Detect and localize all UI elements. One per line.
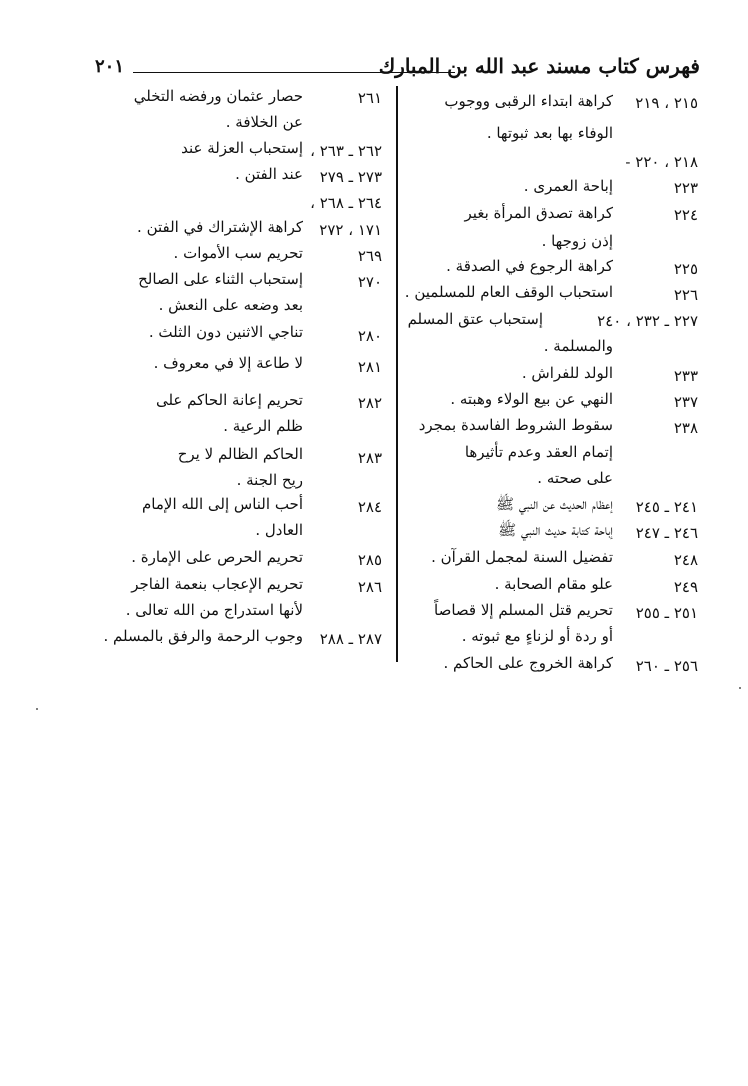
entry-text: أو ردة أو لزناءٍ مع ثبوته . (461, 627, 613, 645)
entry-ref: ٢٢٤ (673, 206, 698, 224)
entry-ref: ١٧١ ، ٢٧٢ (319, 221, 382, 239)
entry-text: بعد وضعه على النعش . (158, 296, 303, 314)
entry-text: الحاكم الظالم لا يرح (177, 445, 303, 463)
entry-ref: ٢٨٠ (357, 327, 382, 345)
entry-text: كراهة تصدق المرأة بغير (464, 204, 613, 222)
entry-ref: ٢٨٢ (357, 394, 382, 412)
entry-ref: ٢٥١ ـ ٢٥٥ (635, 604, 698, 622)
entry-text: وجوب الرحمة والرفق بالمسلم . (103, 627, 303, 645)
entry-ref: ٢٨٦ (357, 578, 382, 596)
entry-text: تناجي الاثنين دون الثلث . (148, 323, 303, 341)
entry-text: الولد للفراش . (521, 364, 613, 382)
entry-text: كراهة الخروج على الحاكم . (443, 654, 613, 672)
entry-ref: ٢٦٩ (357, 247, 382, 265)
entry-text: على صحته . (537, 469, 613, 487)
entry-text: كراهة ابتداء الرقبى ووجوب (444, 92, 613, 110)
entry-ref: ٢٨٥ (357, 551, 382, 569)
entry-ref: ٢٨٣ (357, 449, 382, 467)
entry-ref: ٢٢٥ (673, 260, 698, 278)
entry-ref: ٢٨٤ (357, 498, 382, 516)
entry-text: إستحباب الثناء على الصالح (138, 270, 303, 288)
entry-ref: ٢٢٦ (673, 286, 698, 304)
entry-text: كراهة الرجوع في الصدقة . (446, 257, 613, 275)
entry-text: العادل . (255, 521, 303, 539)
page-title: فهرس كتاب مسند عبد الله بن المبارك (378, 54, 700, 78)
entry-ref: ٢٣٧ (673, 393, 698, 411)
entry-ref: ٢١٨ ، ٢٢٠ - (625, 153, 698, 171)
entry-text: استحباب الوقف العام للمسلمين . (404, 283, 613, 301)
entry-text: تفضيل السنة لمجمل القرآن . (431, 548, 613, 566)
scan-speck (739, 687, 741, 689)
entry-text: ظلم الرعية . (223, 417, 303, 435)
entry-text: تحريم الإعجاب بنعمة الفاجر (131, 575, 303, 593)
entry-ref: ٢١٥ ، ٢١٩ (635, 94, 698, 112)
entry-text: تحريم قتل المسلم إلا قصاصاً (434, 601, 613, 619)
entry-text: كراهة الإشتراك في الفتن . (137, 218, 303, 236)
entry-text: لأنها استدراج من الله تعالى . (125, 601, 303, 619)
entry-text: أحب الناس إلى الله الإمام (142, 495, 303, 513)
entry-ref: ٢٦٤ ـ ٢٦٨ ، (310, 194, 382, 212)
entry-ref: ٢٢٧ ـ ٢٣٢ ، ٢٤٠ (597, 312, 698, 330)
entry-text: إستحباب العزلة عند (181, 139, 303, 157)
entry-text: النهي عن بيع الولاء وهبته . (450, 390, 613, 408)
entry-text: إستحباب عتق المسلم (407, 310, 543, 328)
entry-text: إعظام الحديث عن النبي ﷺ (495, 495, 613, 513)
entry-ref: ٢٦١ (357, 89, 382, 107)
entry-text: تحريم إعانة الحاكم على (155, 391, 303, 409)
entry-text: إذن زوجها . (541, 232, 613, 250)
entry-text: ريح الجنة . (236, 471, 303, 489)
scan-speck (36, 708, 38, 710)
entry-ref: ٢٧٣ ـ ٢٧٩ (319, 168, 382, 186)
entry-ref: ٢٤٩ (673, 578, 698, 596)
entry-ref: ٢٢٣ (673, 179, 698, 197)
entry-text: حصار عثمان ورفضه التخلي (133, 87, 303, 105)
entry-text: إباحة كتابة حديث النبي ﷺ (498, 521, 613, 539)
entry-ref: ٢٤٦ ـ ٢٤٧ (635, 524, 698, 542)
entry-text: إتمام العقد وعدم تأثيرها (464, 443, 613, 461)
entry-ref: ٢٨٧ ـ ٢٨٨ (319, 630, 382, 648)
entry-text: عند الفتن . (235, 165, 303, 183)
entry-ref: ٢٣٣ (673, 367, 698, 385)
entry-text: عن الخلافة . (225, 113, 303, 131)
entry-text: إباحة العمرى . (523, 177, 613, 195)
entry-ref: ٢٥٦ ـ ٢٦٠ (635, 657, 698, 675)
entry-text: تحريم الحرص على الإمارة . (131, 548, 303, 566)
page-number: ٢٠١ (95, 56, 125, 77)
entry-ref: ٢٣٨ (673, 419, 698, 437)
entry-ref: ٢٧٠ (357, 273, 382, 291)
entry-text: الوفاء بها بعد ثبوتها . (486, 124, 613, 142)
entry-ref: ٢٤٨ (673, 551, 698, 569)
entry-text: سقوط الشروط الفاسدة بمجرد (418, 416, 613, 434)
entry-ref: ٢٤١ ـ ٢٤٥ (635, 498, 698, 516)
entry-ref: ٢٦٢ ـ ٢٦٣ ، (310, 142, 382, 160)
entry-ref: ٢٨١ (357, 358, 382, 376)
entry-text: علو مقام الصحابة . (494, 575, 613, 593)
entry-text: والمسلمة . (543, 337, 613, 355)
entry-text: لا طاعة إلا في معروف . (153, 354, 303, 372)
entry-text: تحريم سب الأموات . (173, 244, 303, 262)
